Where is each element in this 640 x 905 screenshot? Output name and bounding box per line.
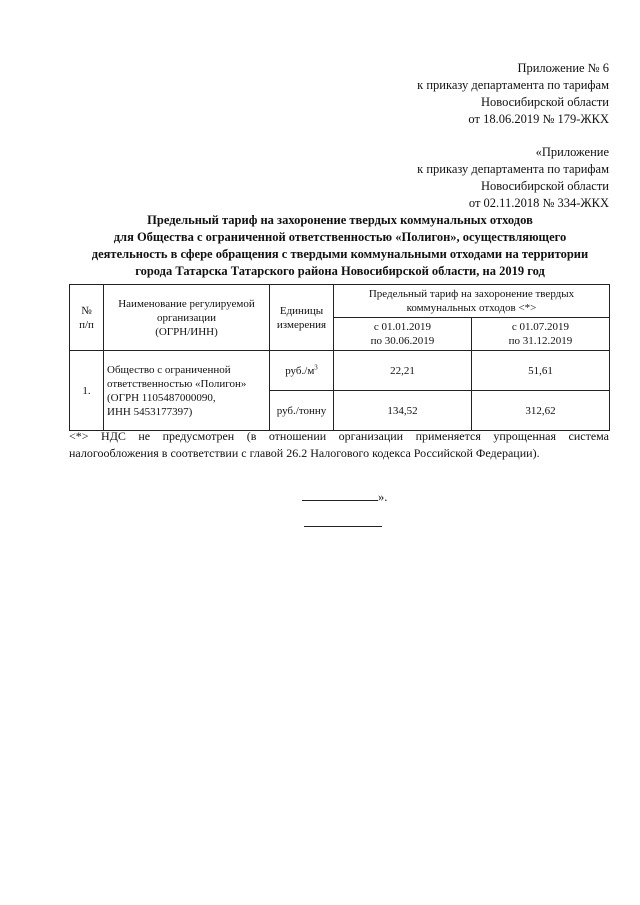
tariff-value: 51,61 — [472, 351, 610, 391]
header-text: измерения — [276, 318, 327, 331]
table-row — [70, 351, 610, 391]
unit-text: руб./м — [285, 364, 315, 377]
organization-cell — [104, 351, 270, 431]
header-text: Единицы — [279, 304, 324, 317]
closing-line — [302, 488, 387, 505]
header-text: п/п — [79, 318, 94, 331]
underline-blank — [302, 488, 378, 501]
document-title — [60, 212, 620, 280]
appendix-order-date: от 02.11.2018 № 334-ЖКХ — [468, 196, 609, 210]
header-number — [70, 285, 104, 351]
title-line: для Общества с ограниченной ответственностью «Полигон», осуществляющего — [113, 230, 567, 244]
header-text: Предельный тариф на захоронение твердых — [368, 288, 575, 300]
tariff-table — [69, 284, 610, 431]
appendix-header-current — [417, 60, 609, 128]
org-text: (ОГРН 1105487000090, — [107, 391, 216, 404]
appendix-number: «Приложение — [535, 145, 609, 159]
header-tariff — [334, 285, 610, 318]
tariff-value: 22,21 — [334, 351, 472, 391]
appendix-order-date: от 18.06.2019 № 179-ЖКХ — [468, 112, 609, 126]
header-text: с 01.01.2019 — [373, 321, 432, 333]
unit-superscript: 3 — [314, 362, 318, 371]
closing-quote: ». — [378, 490, 388, 504]
header-period-1 — [334, 318, 472, 351]
title-line: деятельность в сфере обращения с твердыми коммунальными отходами на территории — [91, 247, 589, 261]
header-text: № — [81, 304, 92, 317]
header-text: организации — [156, 311, 217, 324]
appendix-region: Новосибирской области — [480, 95, 609, 109]
appendix-header-previous — [417, 144, 609, 212]
title-line: города Татарска Татарского района Новосибирской области, на 2019 год — [135, 264, 545, 278]
appendix-region: Новосибирской области — [480, 179, 609, 193]
header-unit — [270, 285, 334, 351]
header-text: по 30.06.2019 — [370, 335, 435, 347]
header-text: с 01.07.2019 — [511, 321, 570, 333]
appendix-order-ref: к приказу департамента по тарифам — [417, 162, 609, 176]
org-text: ответственностью «Полигон» — [107, 377, 247, 390]
closing-underline — [304, 526, 382, 527]
footnote: <*> НДС не предусмотрен (в отношении организации применяется упрощенная система налогообложения в соответствии с главой 26.2 Налогового кодекса Российской Федерации). — [69, 429, 609, 460]
header-text: Наименование регулируемой — [118, 297, 255, 310]
table-header-row — [70, 285, 610, 318]
header-text: по 31.12.2019 — [508, 335, 573, 347]
header-organization — [104, 285, 270, 351]
appendix-number: Приложение № 6 — [517, 61, 609, 75]
header-period-2 — [472, 318, 610, 351]
row-number: 1. — [70, 351, 104, 431]
unit-cell: руб./тонну — [270, 391, 334, 431]
header-text: коммунальных отходов <*> — [406, 302, 537, 314]
unit-cell — [270, 351, 334, 391]
org-text: ИНН 5453177397) — [107, 405, 193, 418]
org-text: Общество с ограниченной — [107, 363, 231, 376]
header-text: (ОГРН/ИНН) — [155, 325, 218, 338]
tariff-value: 312,62 — [472, 391, 610, 431]
title-line: Предельный тариф на захоронение твердых коммунальных отходов — [147, 213, 533, 227]
tariff-value: 134,52 — [334, 391, 472, 431]
appendix-order-ref: к приказу департамента по тарифам — [417, 78, 609, 92]
